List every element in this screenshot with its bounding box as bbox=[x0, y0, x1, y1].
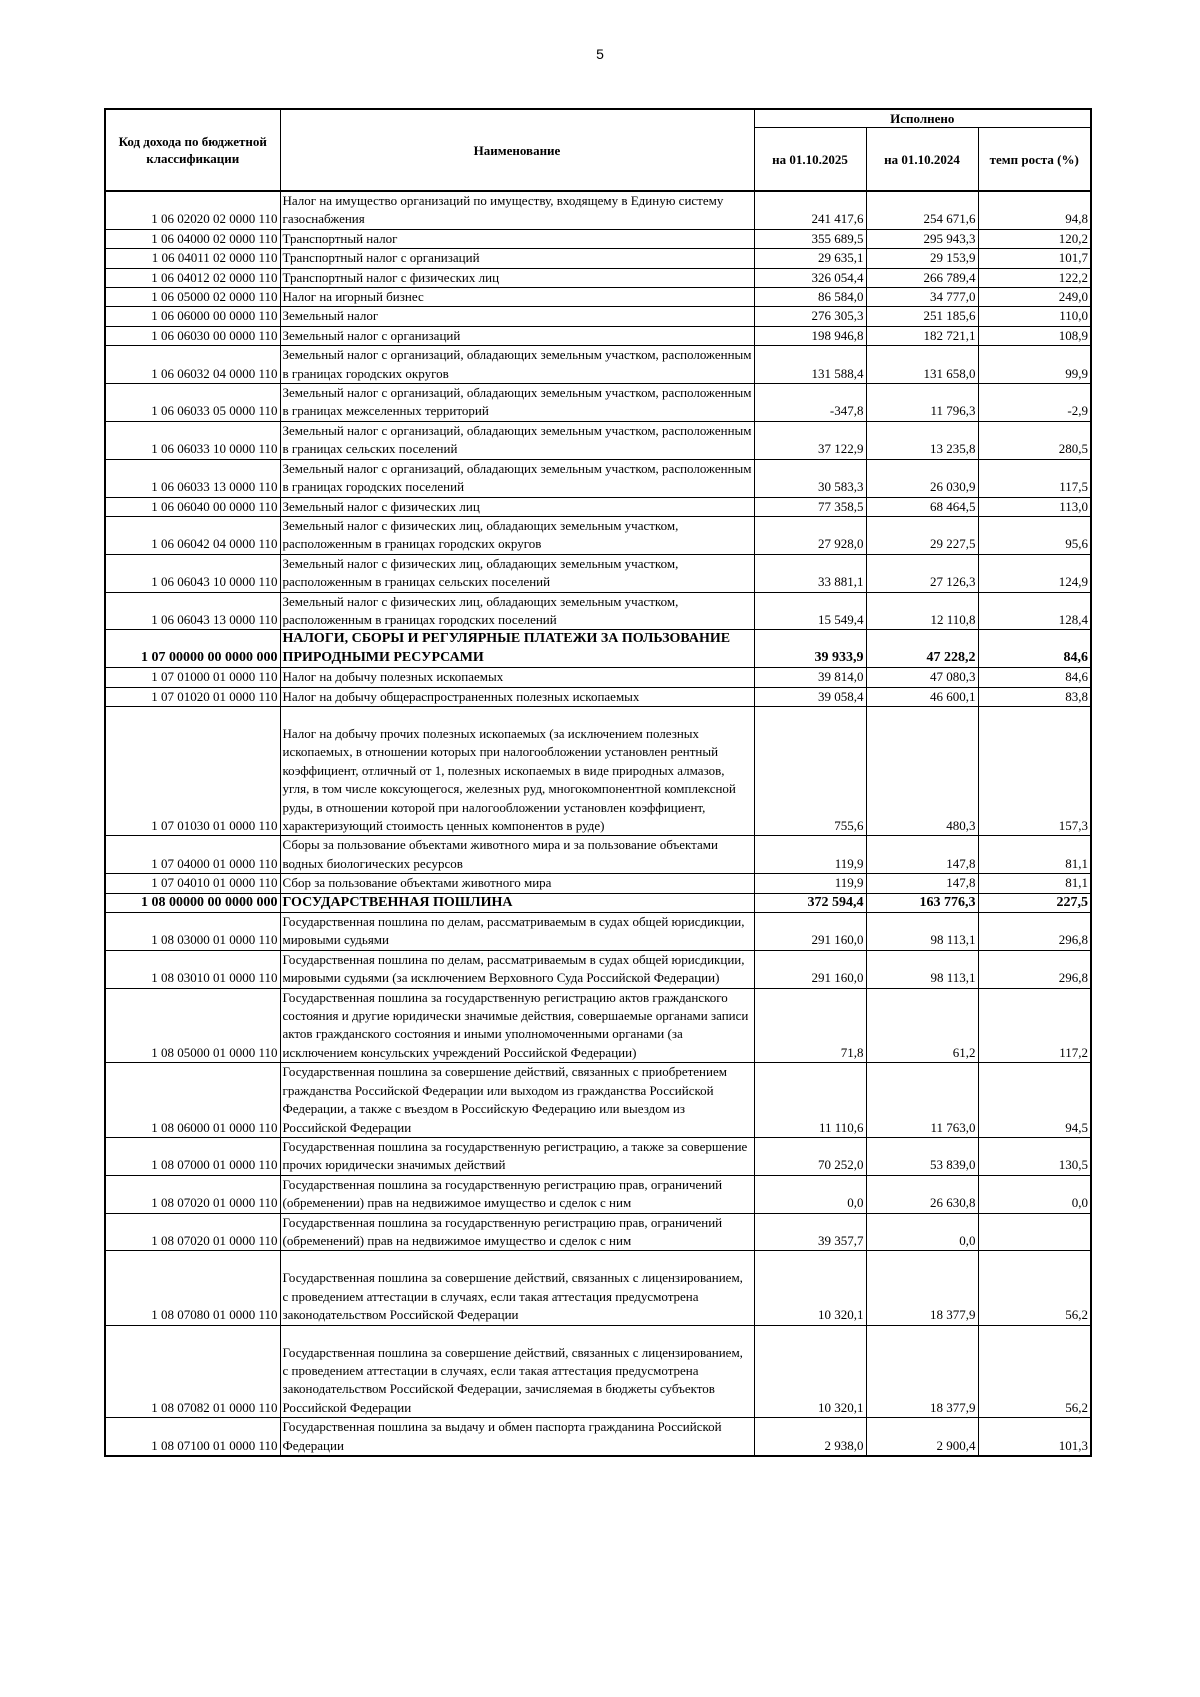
value-2025-cell: 241 417,6 bbox=[754, 191, 866, 229]
value-2025-cell: 71,8 bbox=[754, 988, 866, 1063]
budget-code-cell: 1 06 04000 02 0000 110 bbox=[105, 229, 280, 248]
code-column-header: Код дохода по бюджетной классификации bbox=[105, 109, 280, 191]
item-name-cell: Земельный налог с физических лиц, обладающих земельным участком, расположенным в границах сельских поселений bbox=[280, 554, 754, 592]
value-2024-cell: 182 721,1 bbox=[866, 326, 978, 345]
item-name-cell: Транспортный налог bbox=[280, 229, 754, 248]
value-2025-cell: 355 689,5 bbox=[754, 229, 866, 248]
revenue-table bbox=[104, 108, 1092, 1457]
value-2024-cell: 53 839,0 bbox=[866, 1137, 978, 1175]
budget-code-cell: 1 06 06033 10 0000 110 bbox=[105, 421, 280, 459]
growth-rate-cell: 56,2 bbox=[978, 1325, 1091, 1418]
item-name-cell: Налог на имущество организаций по имуществу, входящему в Единую систему газоснабжения bbox=[280, 191, 754, 229]
growth-rate-cell: 296,8 bbox=[978, 950, 1091, 988]
table-row bbox=[105, 554, 1091, 592]
growth-rate-cell: 117,2 bbox=[978, 988, 1091, 1063]
item-name-cell: Государственная пошлина за государственную регистрацию, а также за совершение прочих юридически значимых действий bbox=[280, 1137, 754, 1175]
table-row bbox=[105, 191, 1091, 229]
growth-rate-cell: 94,8 bbox=[978, 191, 1091, 229]
value-2025-cell: 70 252,0 bbox=[754, 1137, 866, 1175]
growth-rate-cell: 99,9 bbox=[978, 346, 1091, 384]
item-name-cell: Земельный налог с организаций, обладающих земельным участком, расположенным в границах сельских поселений bbox=[280, 421, 754, 459]
budget-code-cell: 1 06 02020 02 0000 110 bbox=[105, 191, 280, 229]
value-2025-cell: -347,8 bbox=[754, 384, 866, 422]
table-row bbox=[105, 1175, 1091, 1213]
budget-code-cell: 1 08 07100 01 0000 110 bbox=[105, 1418, 280, 1456]
table-row bbox=[105, 326, 1091, 345]
budget-code-cell: 1 06 06042 04 0000 110 bbox=[105, 516, 280, 554]
item-name-cell: Сбор за пользование объектами животного мира bbox=[280, 874, 754, 893]
item-name-cell: Государственная пошлина за государственную регистрацию прав, ограничений (обременений) прав на недвижимое имущество и сделок с ним bbox=[280, 1213, 754, 1251]
item-name-cell: Государственная пошлина по делам, рассматриваемым в судах общей юрисдикции, мировыми судьями (за исключением Верховного Суда Российской Федерации) bbox=[280, 950, 754, 988]
name-column-header: Наименование bbox=[280, 109, 754, 191]
budget-code-cell: 1 07 04000 01 0000 110 bbox=[105, 836, 280, 874]
budget-code-cell: 1 07 04010 01 0000 110 bbox=[105, 874, 280, 893]
item-name-cell: Земельный налог bbox=[280, 307, 754, 326]
growth-rate-cell: 101,7 bbox=[978, 249, 1091, 268]
budget-code-cell: 1 06 06033 05 0000 110 bbox=[105, 384, 280, 422]
value-2024-cell: 295 943,3 bbox=[866, 229, 978, 248]
table-row bbox=[105, 687, 1091, 706]
value-2024-cell: 29 153,9 bbox=[866, 249, 978, 268]
table-row bbox=[105, 288, 1091, 307]
table-row bbox=[105, 1418, 1091, 1456]
table-row bbox=[105, 307, 1091, 326]
table-body bbox=[105, 191, 1091, 1456]
table-row bbox=[105, 1325, 1091, 1418]
table-row bbox=[105, 706, 1091, 835]
growth-rate-cell bbox=[978, 1213, 1091, 1251]
value-2025-cell: 11 110,6 bbox=[754, 1063, 866, 1138]
table-row bbox=[105, 988, 1091, 1063]
value-2025-cell: 119,9 bbox=[754, 836, 866, 874]
item-name-cell: Государственная пошлина за совершение действий, связанных с лицензированием, с проведением аттестации в случаях, если такая аттестация предусмотрена законодательством Российской Федерации bbox=[280, 1251, 754, 1325]
table-row bbox=[105, 229, 1091, 248]
value-2025-cell: 276 305,3 bbox=[754, 307, 866, 326]
growth-rate-cell: 108,9 bbox=[978, 326, 1091, 345]
item-name-cell: Государственная пошлина по делам, рассматриваемым в судах общей юрисдикции, мировыми судьями bbox=[280, 913, 754, 951]
value-2024-cell: 68 464,5 bbox=[866, 497, 978, 516]
growth-rate-cell: 101,3 bbox=[978, 1418, 1091, 1456]
budget-code-cell: 1 07 00000 00 0000 000 bbox=[105, 630, 280, 668]
value-2024-cell: 29 227,5 bbox=[866, 516, 978, 554]
item-name-cell: Государственная пошлина за государственную регистрацию актов гражданского состояния и другие юридически значимые действия, совершаемые органами записи актов гражданского состояния и иными уполномоченными органами (за исключением консульских учреждений Российской Федерации) bbox=[280, 988, 754, 1063]
value-2024-cell: 266 789,4 bbox=[866, 268, 978, 287]
budget-code-cell: 1 06 06040 00 0000 110 bbox=[105, 497, 280, 516]
growth-rate-cell: 113,0 bbox=[978, 497, 1091, 516]
value-2025-cell: 30 583,3 bbox=[754, 459, 866, 497]
item-name-cell: Земельный налог с организаций, обладающих земельным участком, расположенным в границах межселенных территорий bbox=[280, 384, 754, 422]
item-name-cell: Налог на добычу полезных ископаемых bbox=[280, 668, 754, 687]
value-2024-cell: 0,0 bbox=[866, 1213, 978, 1251]
value-2024-cell: 26 030,9 bbox=[866, 459, 978, 497]
growth-rate-cell: 128,4 bbox=[978, 592, 1091, 630]
growth-rate-cell: 56,2 bbox=[978, 1251, 1091, 1325]
table-row bbox=[105, 1251, 1091, 1325]
table-row bbox=[105, 913, 1091, 951]
value-2025-cell: 39 933,9 bbox=[754, 630, 866, 668]
value-2025-cell: 27 928,0 bbox=[754, 516, 866, 554]
item-name-cell: Налог на добычу прочих полезных ископаемых (за исключением полезных ископаемых, в отношении которых при налогообложении установлен рентный коэффициент, отличный от 1, полезных ископаемых в виде природных алмазов, угля, в том числе коксующегося, железных руд, многокомпонентной комплексной руды, в отношении которой при налогообложении установлен коэффициент, характеризующий стоимость ценных компонентов в руде) bbox=[280, 706, 754, 835]
value-2024-cell: 11 796,3 bbox=[866, 384, 978, 422]
item-name-cell: Сборы за пользование объектами животного мира и за пользование объектами водных биологических ресурсов bbox=[280, 836, 754, 874]
value-2025-cell: 77 358,5 bbox=[754, 497, 866, 516]
growth-rate-cell: 117,5 bbox=[978, 459, 1091, 497]
budget-code-cell: 1 07 01000 01 0000 110 bbox=[105, 668, 280, 687]
growth-rate-cell: 130,5 bbox=[978, 1137, 1091, 1175]
growth-rate-cell: -2,9 bbox=[978, 384, 1091, 422]
value-2025-cell: 29 635,1 bbox=[754, 249, 866, 268]
table-row bbox=[105, 1063, 1091, 1138]
budget-code-cell: 1 08 06000 01 0000 110 bbox=[105, 1063, 280, 1138]
growth-rate-cell: 110,0 bbox=[978, 307, 1091, 326]
table-row bbox=[105, 268, 1091, 287]
item-name-cell: Государственная пошлина за выдачу и обмен паспорта гражданина Российской Федерации bbox=[280, 1418, 754, 1456]
growth-rate-cell: 122,2 bbox=[978, 268, 1091, 287]
table-row bbox=[105, 249, 1091, 268]
item-name-cell: Земельный налог с организаций, обладающих земельным участком, расположенным в границах городских округов bbox=[280, 346, 754, 384]
value-2024-cell: 26 630,8 bbox=[866, 1175, 978, 1213]
budget-code-cell: 1 08 03000 01 0000 110 bbox=[105, 913, 280, 951]
value-2024-cell: 11 763,0 bbox=[866, 1063, 978, 1138]
item-name-cell: ГОСУДАРСТВЕННАЯ ПОШЛИНА bbox=[280, 893, 754, 912]
growth-rate-cell: 157,3 bbox=[978, 706, 1091, 835]
growth-rate-cell: 249,0 bbox=[978, 288, 1091, 307]
value-2024-cell: 131 658,0 bbox=[866, 346, 978, 384]
budget-code-cell: 1 06 06043 10 0000 110 bbox=[105, 554, 280, 592]
growth-rate-cell: 0,0 bbox=[978, 1175, 1091, 1213]
value-2024-cell: 480,3 bbox=[866, 706, 978, 835]
value-2024-cell: 98 113,1 bbox=[866, 913, 978, 951]
table-row bbox=[105, 836, 1091, 874]
value-2025-cell: 39 058,4 bbox=[754, 687, 866, 706]
value-2024-cell: 147,8 bbox=[866, 836, 978, 874]
value-2025-cell: 39 814,0 bbox=[754, 668, 866, 687]
value-2024-cell: 251 185,6 bbox=[866, 307, 978, 326]
budget-code-cell: 1 06 05000 02 0000 110 bbox=[105, 288, 280, 307]
budget-code-cell: 1 08 05000 01 0000 110 bbox=[105, 988, 280, 1063]
value-2025-cell: 198 946,8 bbox=[754, 326, 866, 345]
table-row bbox=[105, 516, 1091, 554]
budget-code-cell: 1 06 06032 04 0000 110 bbox=[105, 346, 280, 384]
growth-rate-cell: 81,1 bbox=[978, 836, 1091, 874]
item-name-cell: Земельный налог с физических лиц, обладающих земельным участком, расположенным в границах городских округов bbox=[280, 516, 754, 554]
value-2025-cell: 372 594,4 bbox=[754, 893, 866, 912]
value-2024-cell: 98 113,1 bbox=[866, 950, 978, 988]
value-2025-cell: 10 320,1 bbox=[754, 1325, 866, 1418]
value-2025-cell: 0,0 bbox=[754, 1175, 866, 1213]
growth-rate-cell: 84,6 bbox=[978, 630, 1091, 668]
table-row bbox=[105, 459, 1091, 497]
growth-rate-cell: 124,9 bbox=[978, 554, 1091, 592]
value-2024-cell: 18 377,9 bbox=[866, 1251, 978, 1325]
table-row bbox=[105, 592, 1091, 630]
budget-code-cell: 1 08 07080 01 0000 110 bbox=[105, 1251, 280, 1325]
table-row bbox=[105, 668, 1091, 687]
value-2024-cell: 163 776,3 bbox=[866, 893, 978, 912]
item-name-cell: Земельный налог с организаций, обладающих земельным участком, расположенным в границах городских поселений bbox=[280, 459, 754, 497]
item-name-cell: Транспортный налог с организаций bbox=[280, 249, 754, 268]
growth-rate-cell: 120,2 bbox=[978, 229, 1091, 248]
value-2024-cell: 61,2 bbox=[866, 988, 978, 1063]
value-2024-cell: 46 600,1 bbox=[866, 687, 978, 706]
budget-code-cell: 1 06 06030 00 0000 110 bbox=[105, 326, 280, 345]
growth-rate-cell: 296,8 bbox=[978, 913, 1091, 951]
executed-group-header: Исполнено bbox=[754, 109, 1091, 128]
budget-code-cell: 1 07 01020 01 0000 110 bbox=[105, 687, 280, 706]
budget-code-cell: 1 08 07082 01 0000 110 bbox=[105, 1325, 280, 1418]
table-row bbox=[105, 874, 1091, 893]
value-2025-cell: 131 588,4 bbox=[754, 346, 866, 384]
value-2024-cell: 254 671,6 bbox=[866, 191, 978, 229]
table-row bbox=[105, 497, 1091, 516]
budget-code-cell: 1 06 06043 13 0000 110 bbox=[105, 592, 280, 630]
value-2025-cell: 119,9 bbox=[754, 874, 866, 893]
budget-code-cell: 1 06 06000 00 0000 110 bbox=[105, 307, 280, 326]
value-2025-cell: 2 938,0 bbox=[754, 1418, 866, 1456]
table-row bbox=[105, 630, 1091, 668]
value-2024-cell: 34 777,0 bbox=[866, 288, 978, 307]
value-2025-cell: 39 357,7 bbox=[754, 1213, 866, 1251]
table-row bbox=[105, 421, 1091, 459]
item-name-cell: Земельный налог с физических лиц, обладающих земельным участком, расположенным в границах городских поселений bbox=[280, 592, 754, 630]
budget-code-cell: 1 07 01030 01 0000 110 bbox=[105, 706, 280, 835]
budget-code-cell: 1 06 04012 02 0000 110 bbox=[105, 268, 280, 287]
value-2024-cell: 147,8 bbox=[866, 874, 978, 893]
budget-code-cell: 1 08 03010 01 0000 110 bbox=[105, 950, 280, 988]
value-2025-cell: 326 054,4 bbox=[754, 268, 866, 287]
table-row bbox=[105, 950, 1091, 988]
value-2025-cell: 33 881,1 bbox=[754, 554, 866, 592]
value-2024-cell: 2 900,4 bbox=[866, 1418, 978, 1456]
budget-code-cell: 1 08 07020 01 0000 110 bbox=[105, 1175, 280, 1213]
value-2024-cell: 13 235,8 bbox=[866, 421, 978, 459]
growth-rate-cell: 95,6 bbox=[978, 516, 1091, 554]
budget-code-cell: 1 08 00000 00 0000 000 bbox=[105, 893, 280, 912]
item-name-cell: Государственная пошлина за совершение действий, связанных с лицензированием, с проведением аттестации в случаях, если такая аттестация предусмотрена законодательством Российской Федерации, зачисляемая в бюджеты субъектов Российской Федерации bbox=[280, 1325, 754, 1418]
value-2025-cell: 37 122,9 bbox=[754, 421, 866, 459]
page-number: 5 bbox=[596, 46, 604, 62]
value-2025-cell: 755,6 bbox=[754, 706, 866, 835]
growth-rate-cell: 81,1 bbox=[978, 874, 1091, 893]
item-name-cell: Налог на добычу общераспространенных полезных ископаемых bbox=[280, 687, 754, 706]
budget-code-cell: 1 08 07020 01 0000 110 bbox=[105, 1213, 280, 1251]
value-2024-cell: 47 080,3 bbox=[866, 668, 978, 687]
value-2024-cell: 47 228,2 bbox=[866, 630, 978, 668]
table-row bbox=[105, 384, 1091, 422]
item-name-cell: Государственная пошлина за совершение действий, связанных с приобретением гражданства Российской Федерации или выходом из гражданства Российской Федерации, а также с въездом в Российскую Федерацию или выездом из Российской Федерации bbox=[280, 1063, 754, 1138]
column-header-2025: на 01.10.2025 bbox=[754, 128, 866, 192]
value-2025-cell: 10 320,1 bbox=[754, 1251, 866, 1325]
growth-column-header: темп роста (%) bbox=[978, 128, 1091, 192]
table-row bbox=[105, 893, 1091, 912]
growth-rate-cell: 227,5 bbox=[978, 893, 1091, 912]
value-2025-cell: 86 584,0 bbox=[754, 288, 866, 307]
budget-code-cell: 1 08 07000 01 0000 110 bbox=[105, 1137, 280, 1175]
value-2024-cell: 18 377,9 bbox=[866, 1325, 978, 1418]
item-name-cell: Государственная пошлина за государственную регистрацию прав, ограничений (обременении) прав на недвижимое имущество и сделок с ним bbox=[280, 1175, 754, 1213]
table-row bbox=[105, 346, 1091, 384]
budget-code-cell: 1 06 04011 02 0000 110 bbox=[105, 249, 280, 268]
item-name-cell: Земельный налог с физических лиц bbox=[280, 497, 754, 516]
value-2025-cell: 291 160,0 bbox=[754, 913, 866, 951]
growth-rate-cell: 84,6 bbox=[978, 668, 1091, 687]
growth-rate-cell: 94,5 bbox=[978, 1063, 1091, 1138]
column-header-2024: на 01.10.2024 bbox=[866, 128, 978, 192]
budget-code-cell: 1 06 06033 13 0000 110 bbox=[105, 459, 280, 497]
value-2024-cell: 12 110,8 bbox=[866, 592, 978, 630]
item-name-cell: НАЛОГИ, СБОРЫ И РЕГУЛЯРНЫЕ ПЛАТЕЖИ ЗА ПОЛЬЗОВАНИЕ ПРИРОДНЫМИ РЕСУРСАМИ bbox=[280, 630, 754, 668]
growth-rate-cell: 280,5 bbox=[978, 421, 1091, 459]
table-row bbox=[105, 1137, 1091, 1175]
item-name-cell: Земельный налог с организаций bbox=[280, 326, 754, 345]
value-2024-cell: 27 126,3 bbox=[866, 554, 978, 592]
item-name-cell: Налог на игорный бизнес bbox=[280, 288, 754, 307]
item-name-cell: Транспортный налог с физических лиц bbox=[280, 268, 754, 287]
growth-rate-cell: 83,8 bbox=[978, 687, 1091, 706]
table-row bbox=[105, 1213, 1091, 1251]
value-2025-cell: 15 549,4 bbox=[754, 592, 866, 630]
value-2025-cell: 291 160,0 bbox=[754, 950, 866, 988]
